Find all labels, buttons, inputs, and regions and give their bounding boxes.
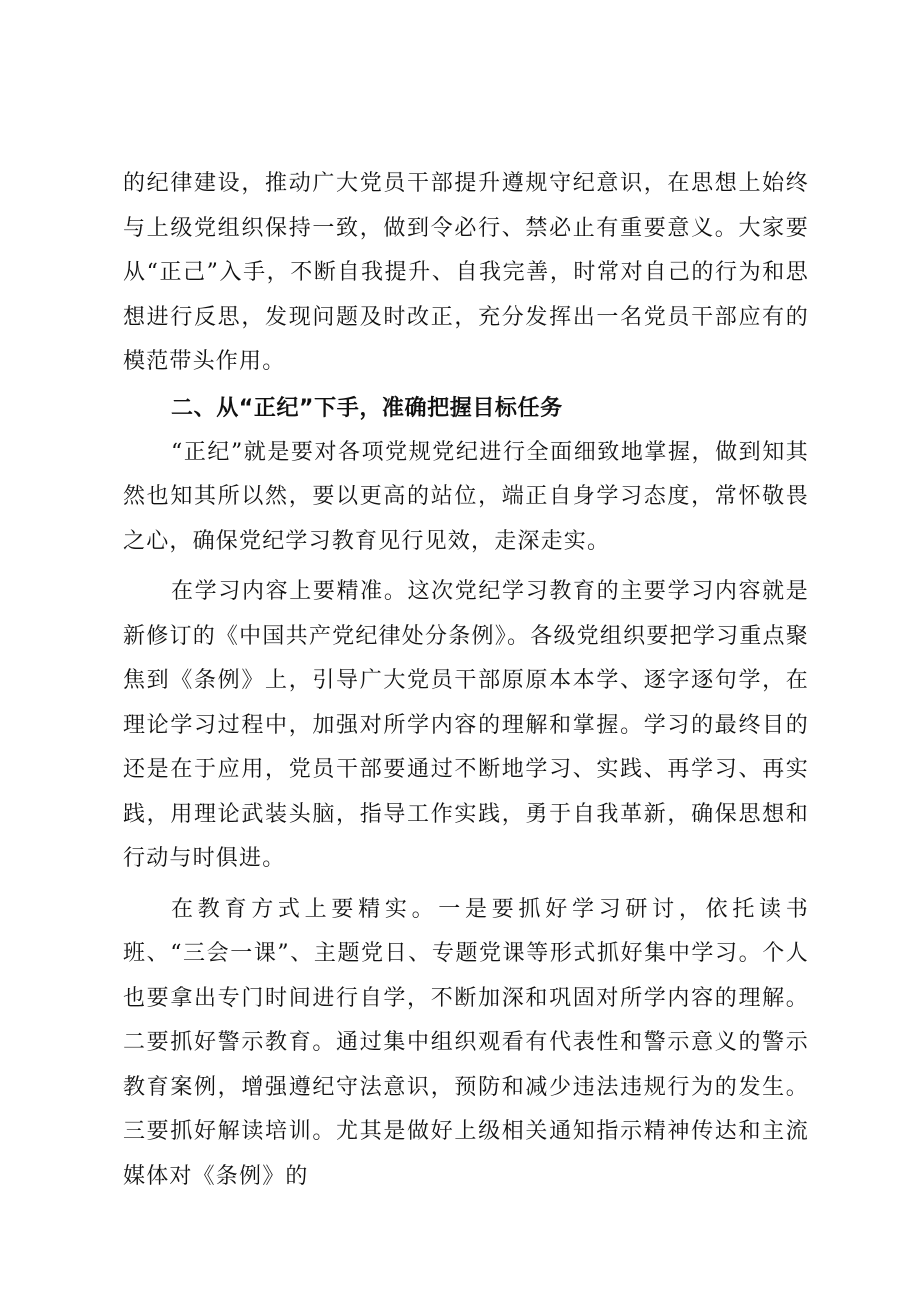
paragraph: 在学习内容上要精准。这次党纪学习教育的主要学习内容就是新修订的《中国共产党纪律处分条例》。各级党组织要把学习重点聚焦到《条例》上，引导广大党员干部原原本本学、逐字逐句学，在理论学习过程中，加强对所学内容的理解和掌握。学习的最终目的还是在于应用，党员干部要通过不断地学习、实践、再学习、再实践，用理论武装头脑，指导工作实践，勇于自我革新，确保思想和行动与时俱进。 xyxy=(123,579,809,871)
paragraph: “正纪”就是要对各项党规党纪进行全面细致地掌握，做到知其然也知其所以然，要以更高的站位，端正自身学习态度，常怀敬畏之心，确保党纪学习教育见行见效，走深走实。 xyxy=(123,439,809,554)
paragraph-continued: 的纪律建设，推动广大党员干部提升遵规守纪意识，在思想上始终与上级党组织保持一致，做到令必行、禁必止有重要意义。大家要从“正己”入手，不断自我提升、自我完善，时常对自己的行为和思想进行反思，发现问题及时改正，充分发挥出一名党员干部应有的模范带头作用。 xyxy=(123,171,809,374)
document-page xyxy=(123,162,809,1199)
paragraph: 在教育方式上要精实。一是要抓好学习研讨，依托读书班、“三会一课”、主题党日、专题党课等形式抓好集中学习。个人也要拿出专门时间进行自学，不断加深和巩固对所学内容的理解。二要抓好警示教育。通过集中组织观看有代表性和警示意义的警示教育案例，增强遵纪守法意识，预防和减少违法违规行为的发生。三要抓好解读培训。尤其是做好上级相关通知指示精神传达和主流媒体对《条例》的 xyxy=(123,896,809,1189)
section-heading: 二、从“正纪”下手，准确把握目标任务 xyxy=(171,395,563,421)
